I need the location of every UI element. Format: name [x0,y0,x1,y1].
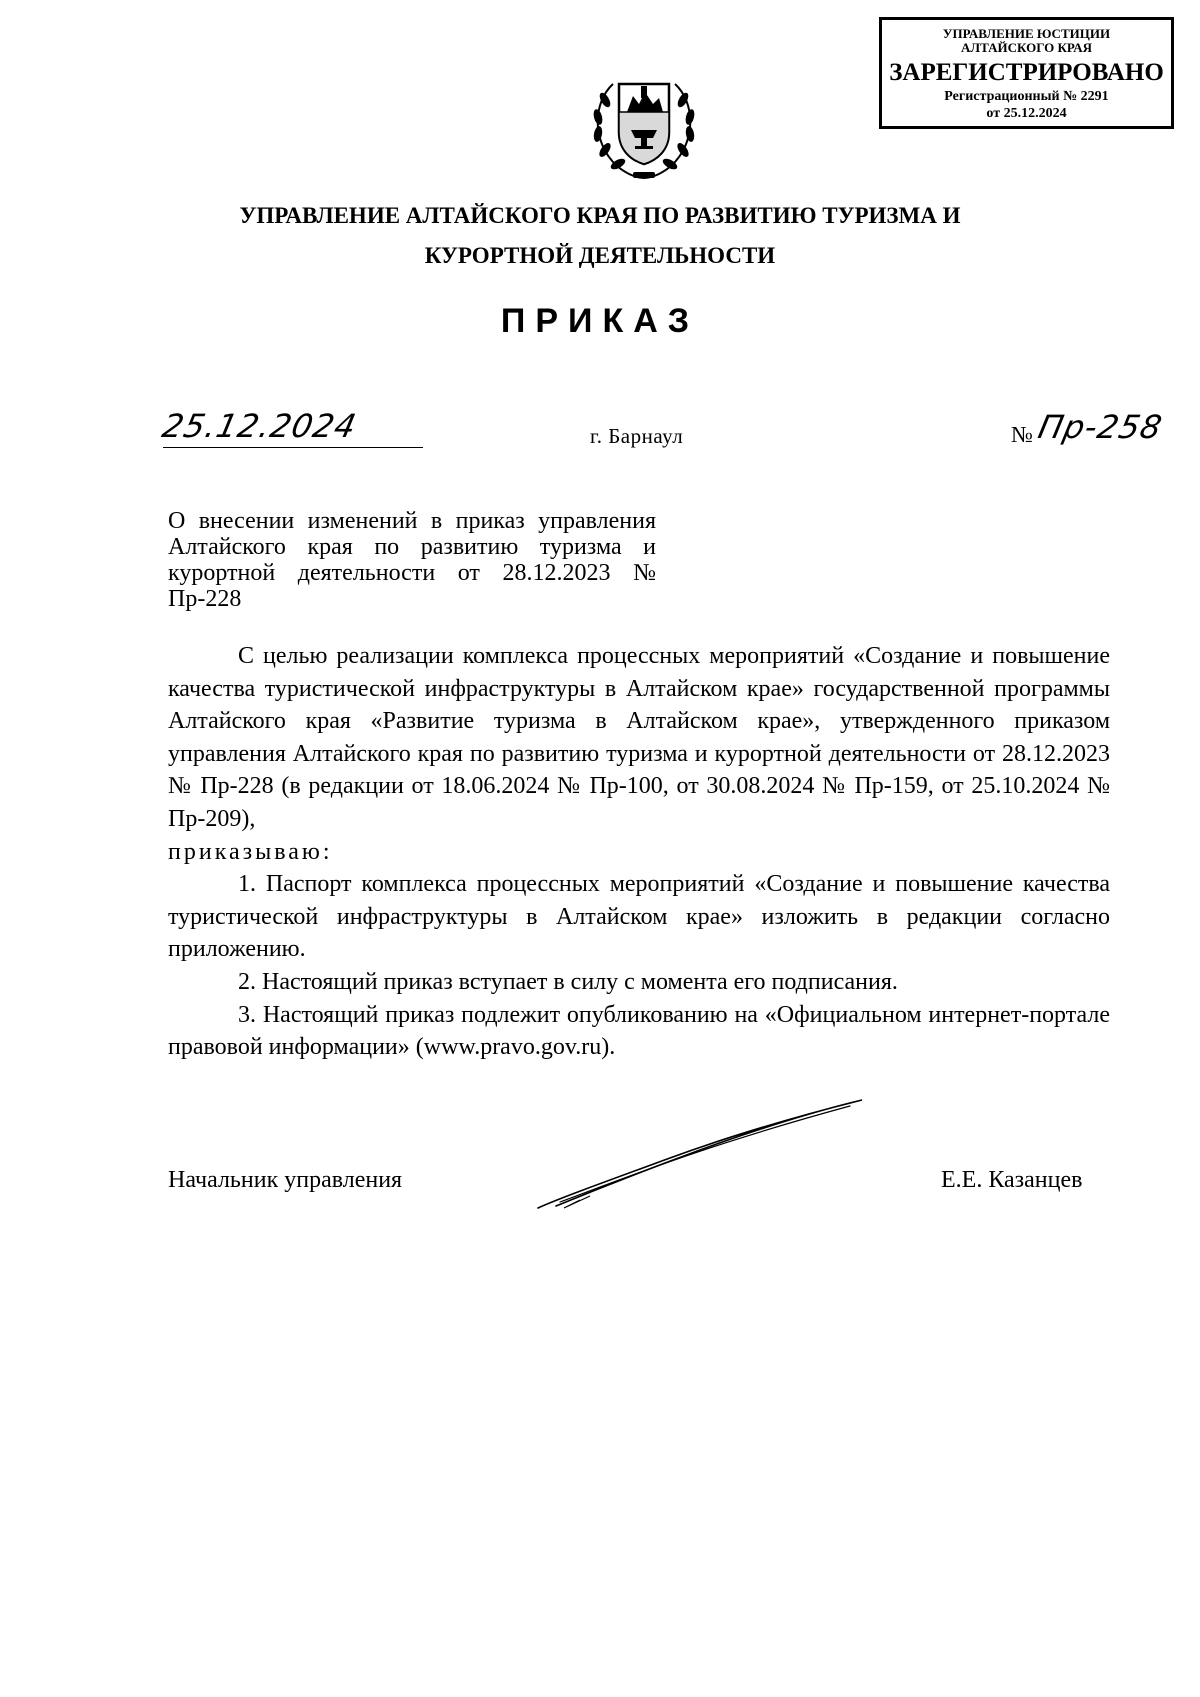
stamp-reg-number: Регистрационный № 2291 [944,89,1109,104]
stamp-reg-date: от 25.12.2024 [986,106,1067,121]
registration-stamp [879,17,1174,129]
order-word: приказываю: [168,838,333,865]
order-date [158,407,423,448]
date-underline [163,447,423,448]
document-type: ПРИКАЗ [500,302,700,340]
order-number-handwritten: Пр-258 [1034,408,1167,446]
order-date-handwritten: 25.12.2024 [158,407,361,445]
organization-title [120,196,1080,276]
handwritten-signature [520,1080,880,1220]
signatory-role: Начальник управления [168,1167,403,1193]
altai-krai-coat-of-arms-icon [583,62,705,182]
organization-title-line2: КУРОРТНОЙ ДЕЯТЕЛЬНОСТИ [424,243,776,268]
stamp-status: ЗАРЕГИСТРИРОВАНО [889,59,1164,86]
order-body [168,640,1110,1064]
stamp-organization [882,27,1171,55]
stamp-org-line2: АЛТАЙСКОГО КРАЯ [961,40,1092,55]
order-subject: О внесении изменений в приказ управления Алтайского края по развитию туризма и курортной деятельности от 28.12.2023 № Пр-228 [168,508,656,612]
organization-title-line1: УПРАВЛЕНИЕ АЛТАЙСКОГО КРАЯ ПО РАЗВИТИЮ ТУРИЗМА И [239,203,961,228]
order-item-1: 1. Паспорт комплекса процессных мероприятий «Создание и повышение качества туристической инфраструктуры в Алтайском крае» изложить в редакции согласно приложению. [168,871,1110,963]
order-item-3: 3. Настоящий приказ подлежит опубликованию на «Официальном интернет-портале правовой информации» (www.pravo.gov.ru). [168,1001,1110,1061]
order-item-2: 2. Настоящий приказ вступает в силу с момента его подписания. [238,968,898,995]
preamble-paragraph: С целью реализации комплекса процессных мероприятий «Создание и повышение качества туристической инфраструктуры в Алтайском крае» государственной программы Алтайского края «Развитие туризма в Алтайском крае», утвержденного приказом управления Алтайского края по развитию туризма и курортной деятельности от 28.12.2023 № Пр-228 (в редакции от 18.06.2024 № Пр-100, от 30.08.2024 № Пр-159, от 25.10.2024 № Пр-209), [168,643,1110,832]
order-number-sign: № [1011,422,1033,447]
city: г. Барнаул [590,424,684,448]
stamp-org-line1: УПРАВЛЕНИЕ ЮСТИЦИИ [942,26,1111,41]
signatory-name: Е.Е. Казанцев [941,1167,1083,1193]
order-number [1034,408,1167,446]
